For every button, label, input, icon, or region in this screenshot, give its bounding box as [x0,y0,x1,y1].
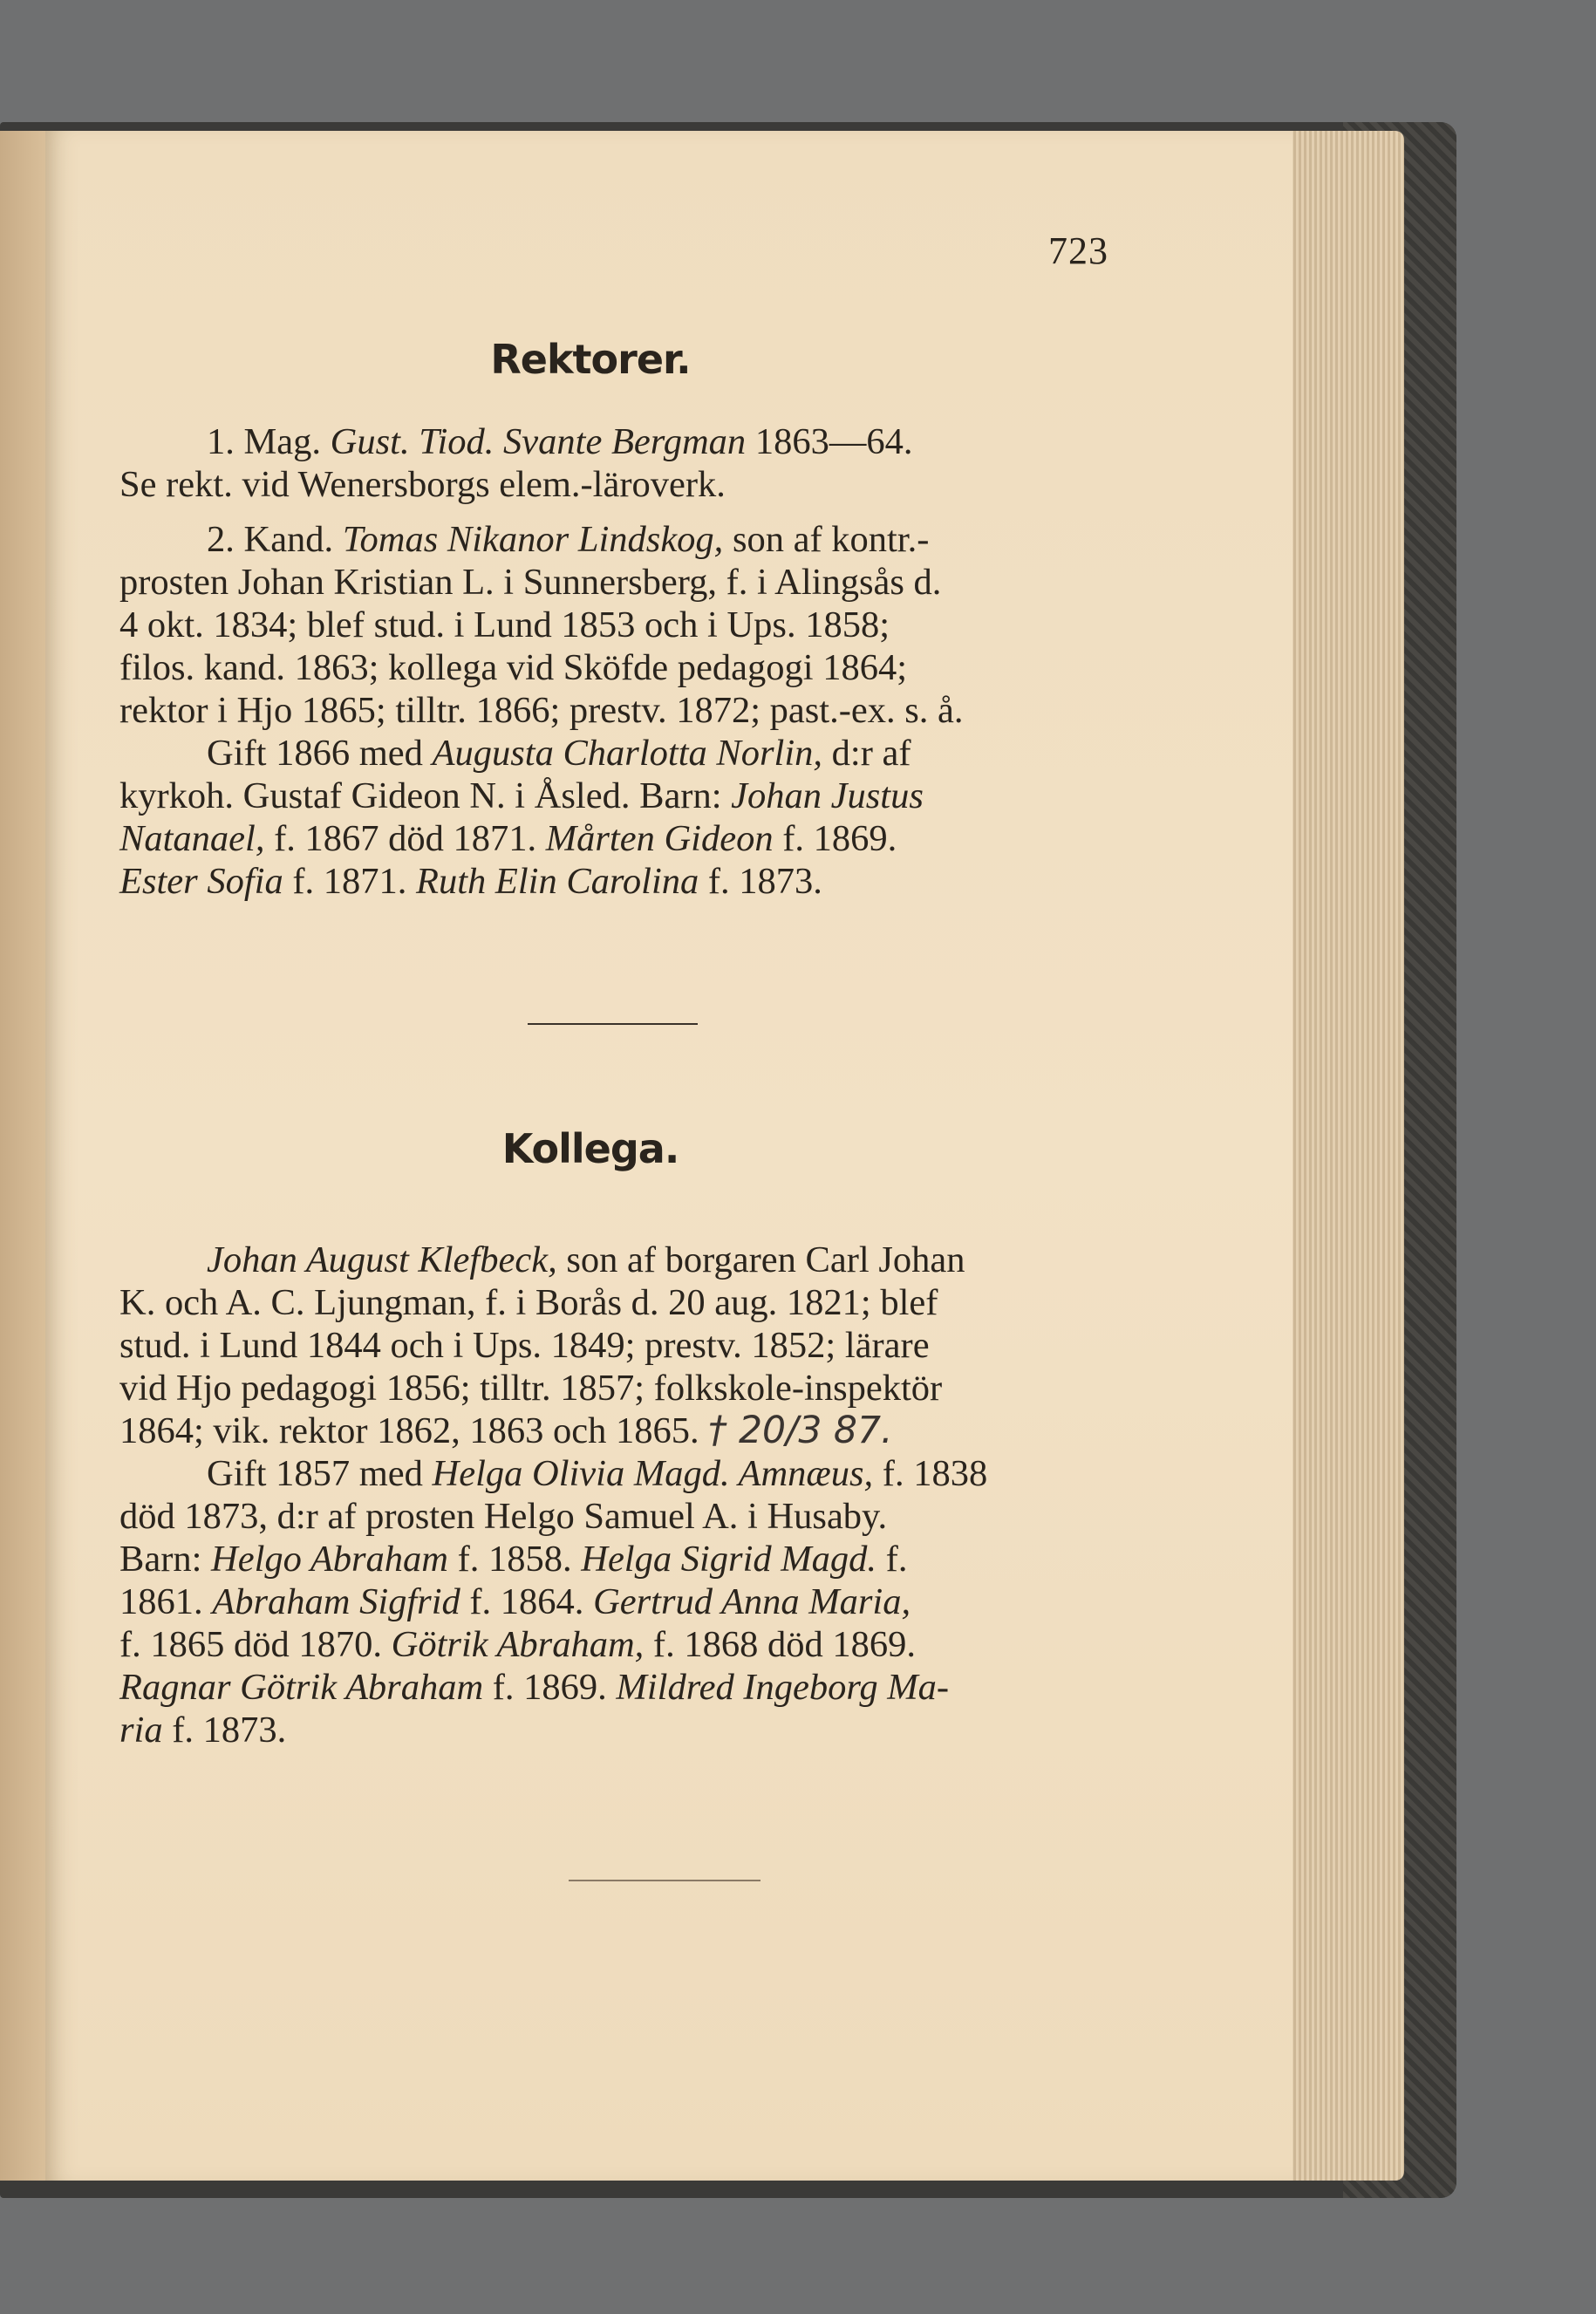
person-name: ria [119,1710,163,1751]
entry-line: prosten Johan Kristian L. i Sunnersberg, f. i Alingsås d. [119,562,942,603]
handwritten-annotation: † 20/3 87. [708,1410,893,1452]
entry-line: 4 okt. 1834; blef stud. i Lund 1853 och i Ups. 1858; [119,604,890,645]
entry-line [119,518,1162,561]
entry-text: son af kontr.- [732,519,930,560]
entry-line [119,1452,1162,1495]
entry-text: 2. Kand. [207,519,334,560]
section-title-rektorer: Rektorer. [490,336,691,383]
entry-text: Barn: [119,1539,202,1580]
page-number: 723 [1048,229,1108,272]
entry-text: f. 1871. [292,861,407,902]
kollega-entry-text [119,1239,1162,1751]
person-name: Johan Justus [731,775,924,816]
person-name: Gertrud Anna Maria, [593,1581,911,1622]
entry-line [119,1623,1162,1666]
book-page [45,131,1292,2181]
entry-text: f. 1867 död 1871. [274,818,537,859]
entry-text: f. 1873. [172,1710,287,1751]
person-name: Tomas Nikanor Lindskog, [342,519,724,560]
entry-text: f. [885,1539,908,1580]
person-name: Natanael, [119,818,265,859]
entry-text: Gift 1857 med [207,1453,423,1494]
entry-line [119,1580,1162,1623]
entry-text: f. 1873. [707,861,822,902]
entry-text: 1863—64. [754,421,913,462]
entry-line [119,1410,1162,1452]
person-name: Helgo Abraham [211,1539,448,1580]
person-name: Mårten Gideon [545,818,774,859]
entry-line [119,1709,1162,1751]
person-name: Ragnar Götrik Abraham [119,1667,484,1708]
entry-text: son af borgaren Carl Johan [566,1239,965,1280]
person-name: Gust. Tiod. Svante Bergman [330,421,747,462]
entry-line [119,817,1162,860]
section-divider [528,1023,698,1025]
entry-line: rektor i Hjo 1865; tilltr. 1866; prestv. 1872; past.-ex. s. å. [119,690,964,731]
entry-text: f. 1869. [492,1667,607,1708]
kollega-entry [119,1239,1162,1751]
entry-line: stud. i Lund 1844 och i Ups. 1849; prestv. 1852; lärare [119,1325,930,1366]
rektor-entry-1 [119,420,1162,506]
entry-text: 1864; vik. rektor 1862, 1863 och 1865. [119,1410,699,1451]
entry-text: f. 1864. [469,1581,584,1622]
person-name: Helga Sigrid Magd. [581,1539,877,1580]
entry-text: 1861. [119,1581,203,1622]
entry-line [119,860,1162,903]
entry-line [119,1239,1162,1281]
entry-line: K. och A. C. Ljungman, f. i Borås d. 20 aug. 1821; blef [119,1282,938,1323]
entry-line: Se rekt. vid Wenersborgs elem.-läroverk. [119,464,726,505]
entry-text: Gift 1866 med [207,733,423,774]
person-name: Augusta Charlotta Norlin, [432,733,823,774]
entry-line: filos. kand. 1863; kollega vid Sköfde pedagogi 1864; [119,647,908,688]
bleed-through-rule [569,1880,760,1881]
person-name: Ruth Elin Carolina [415,861,699,902]
rektorer-entries [119,420,1162,903]
entry-text: f. 1865 död 1870. [119,1624,383,1665]
section-title-kollega: Kollega. [501,1125,679,1172]
entry-line: vid Hjo pedagogi 1856; tilltr. 1857; folkskole-inspektör [119,1368,943,1409]
entry-line [119,1538,1162,1580]
entry-text: 1. Mag. [207,421,322,462]
entry-text: d:r af [831,733,911,774]
entry-text: f. 1858. [457,1539,572,1580]
entry-line [119,1666,1162,1709]
entry-line [119,732,1162,775]
entry-text: kyrkoh. Gustaf Gideon N. i Åsled. Barn: [119,775,722,816]
person-name: Ester Sofia [119,861,283,902]
entry-line [119,420,1162,463]
person-name: Mildred Ingeborg Ma- [616,1667,950,1708]
entry-text: f. 1869. [782,818,897,859]
person-name: Helga Olivia Magd. Amnæus, [432,1453,874,1494]
entry-text: f. 1868 död 1869. [652,1624,916,1665]
rektor-entry-2 [119,518,1162,903]
entry-text: f. 1838 [882,1453,988,1494]
person-name: Götrik Abraham, [391,1624,645,1665]
person-name: Johan August Klefbeck, [207,1239,557,1280]
entry-line [119,775,1162,817]
person-name: Abraham Sigfrid [212,1581,460,1622]
entry-line: död 1873, d:r af prosten Helgo Samuel A. i Husaby. [119,1496,888,1537]
